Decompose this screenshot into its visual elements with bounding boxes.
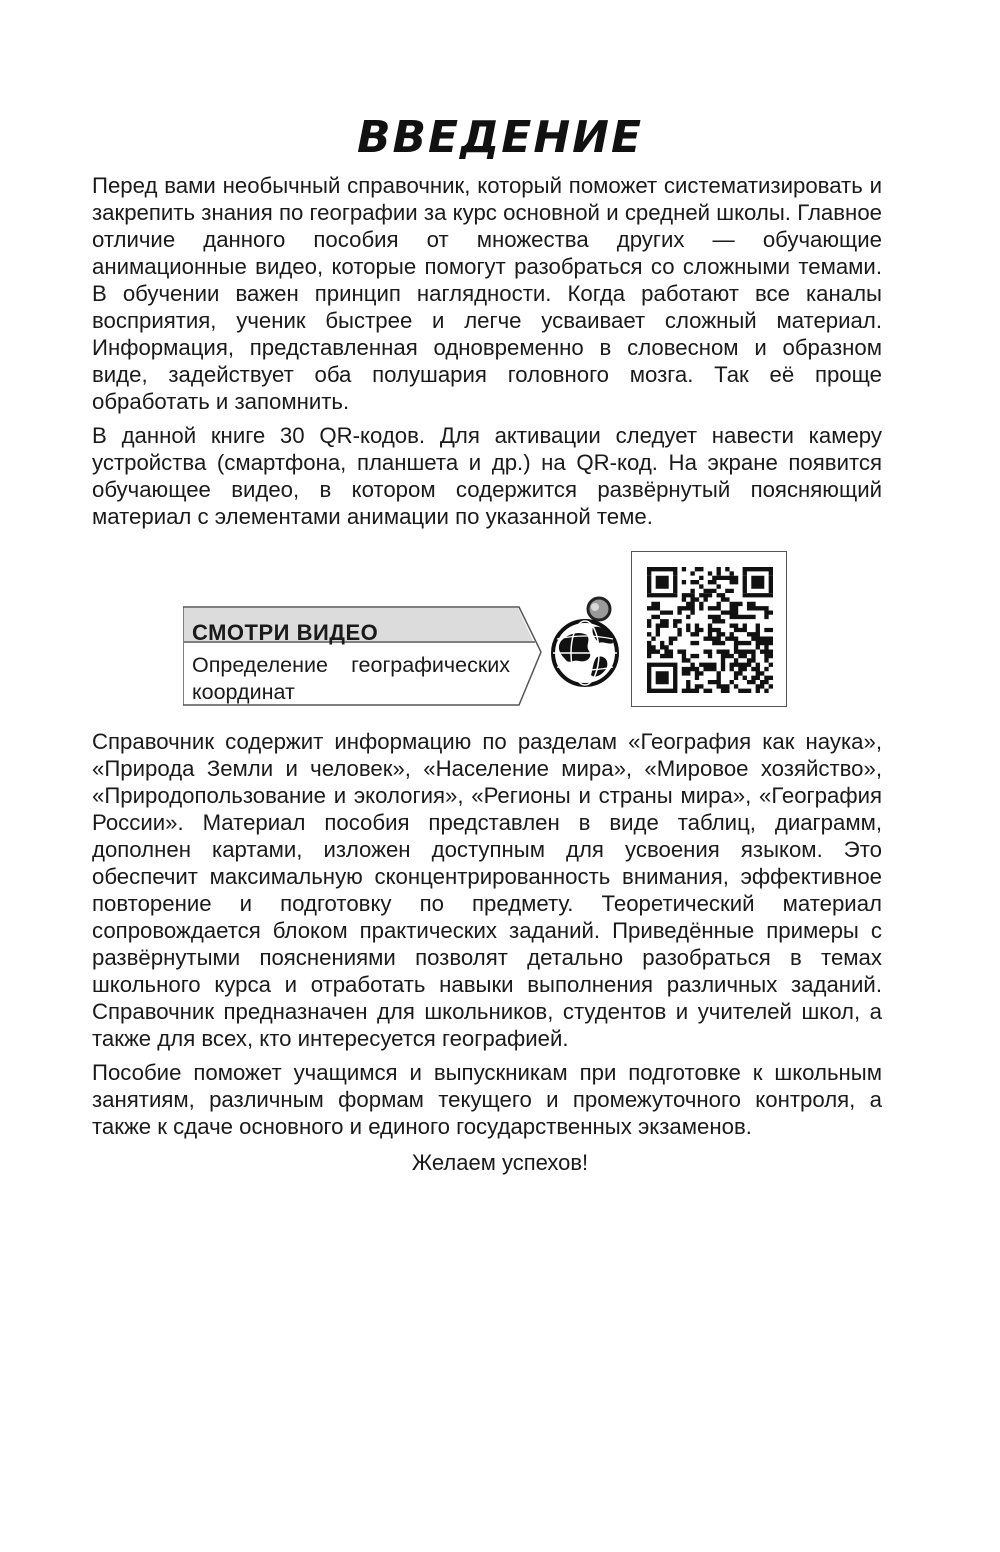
intro-section (92, 172, 882, 537)
page-title: ВВЕДЕНИЕ (356, 112, 644, 163)
intro-paragraph: В данной книге 30 QR-кодов. Для активации следует навести камеру устройства (смартфона, планшета и др.) на QR-код. На экране появится обучающее видео, в котором содержится развёрнутый поясняющий материал с элементами анимации по указанной теме. (92, 423, 882, 529)
body-paragraph: Справочник содержит информацию по разделам «География как наука», «Природа Земли и человек», «Население мира», «Мировое хозяйство», «Природопользование и экология», «Регионы и страны мира», «География России». Материал пособия представлен в виде таблиц, диаграмм, дополнен картами, изложен доступным для усвоения языком. Это обеспечит максимальную сконцентрированность внимания, эффективное повторение и подготовку по предмету. Теоретический материал сопровождается блоком практических заданий. Приведённые примеры с развёрнутыми пояснениями позволят детально разобраться в темах школьного курса и отработать навыки выполнения различных заданий. Справочник предназначен для школьников, студентов и учителей школ, а также для всех, кто интересуется географией. (92, 729, 882, 1051)
description-section (92, 728, 882, 1147)
video-topic: Определение географических координат (192, 653, 510, 704)
qr-code[interactable] (631, 551, 787, 707)
video-label: СМОТРИ ВИДЕО (192, 620, 379, 645)
intro-paragraph: Перед вами необычный справочник, который поможет систематизировать и закрепить знания по географии за курс основной и средней школы. Главное отличие данного пособия от множества других — обучающие анимационные видео, которые помогут разобраться со сложными темами. В обучении важен принцип наглядности. Когда работают все каналы восприятия, ученик быстрее и легче усваивает сложный материал. Информация, представленная одновременно в словесном и образном виде, задействует оба полушария головного мозга. Так её проще обработать и запомнить. (92, 173, 882, 414)
video-callout[interactable] (183, 606, 543, 706)
closing-wish: Желаем успехов! (411, 1150, 589, 1175)
globe-icon (549, 593, 623, 693)
qr-code-icon (647, 567, 773, 693)
body-paragraph: Пособие поможет учащимся и выпускникам при подготовке к школьным занятиям, различным формам текущего и промежуточного контроля, а также к сдаче основного и единого государственных экзаменов. (92, 1060, 882, 1139)
